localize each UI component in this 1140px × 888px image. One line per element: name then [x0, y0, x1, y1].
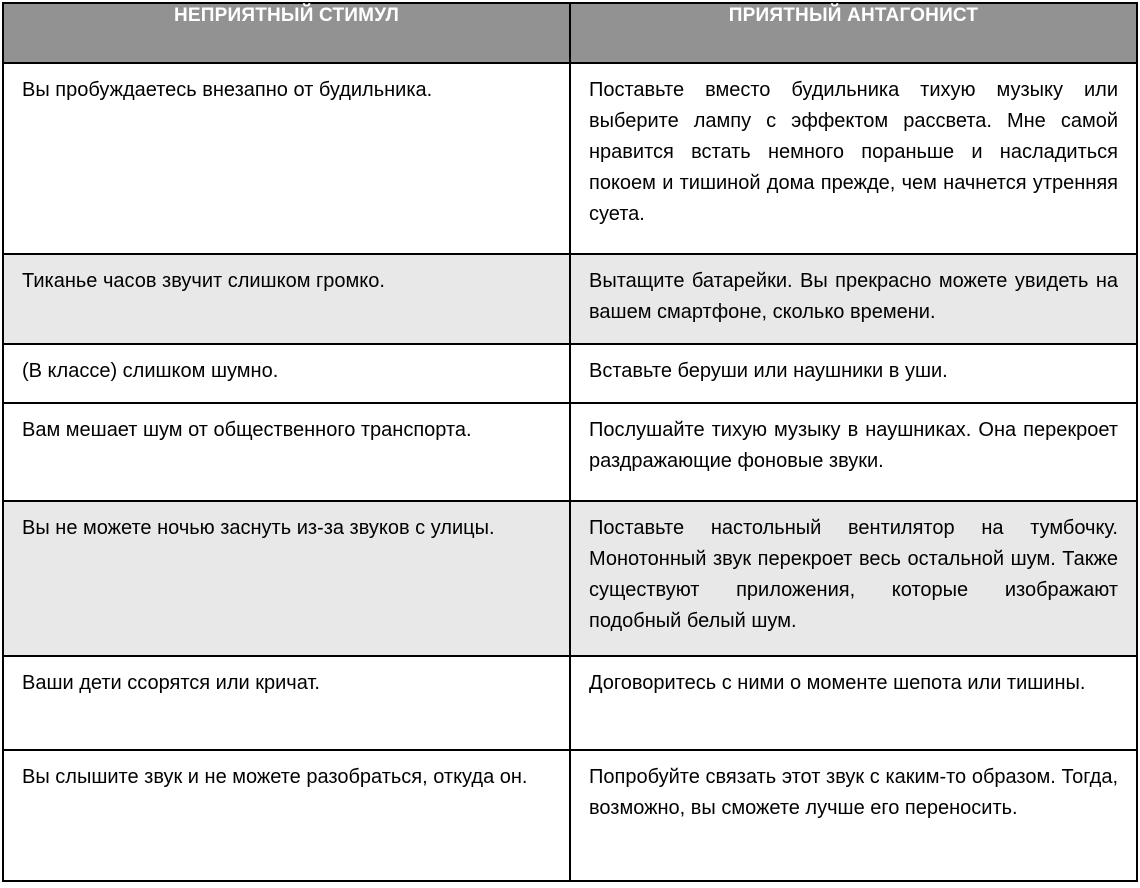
table-row [3, 501, 1137, 656]
table-row [3, 344, 1137, 403]
table-row [3, 656, 1137, 750]
document-page [0, 2, 1140, 888]
table-header [3, 3, 1137, 63]
cell-stimulus: Вы пробуждаетесь внезапно от будильника. [3, 63, 570, 254]
cell-antagonist: Послушайте тихую музыку в наушниках. Она перекроет раздражающие фоновые звуки. [570, 403, 1137, 501]
column-header-unpleasant-stimulus: НЕПРИЯТНЫЙ СТИМУЛ [3, 3, 570, 63]
stimulus-antagonist-table [2, 2, 1138, 882]
cell-stimulus: Тиканье часов звучит слишком громко. [3, 254, 570, 344]
cell-stimulus: Вам мешает шум от общественного транспорта. [3, 403, 570, 501]
header-row [3, 3, 1137, 63]
table-row [3, 750, 1137, 881]
cell-stimulus: Вы не можете ночью заснуть из-за звуков с улицы. [3, 501, 570, 656]
table-row [3, 63, 1137, 254]
cell-antagonist: Поставьте настольный вентилятор на тумбочку. Монотонный звук перекроет весь остальной шум. Также существуют приложения, которые изображают подобный белый шум. [570, 501, 1137, 656]
cell-stimulus: Ваши дети ссорятся или кричат. [3, 656, 570, 750]
table-body [3, 63, 1137, 881]
cell-stimulus: Вы слышите звук и не можете разобраться, откуда он. [3, 750, 570, 881]
cell-antagonist: Договоритесь с ними о моменте шепота или тишины. [570, 656, 1137, 750]
table-row [3, 254, 1137, 344]
cell-antagonist: Вытащите батарейки. Вы прекрасно можете увидеть на вашем смартфоне, сколько времени. [570, 254, 1137, 344]
column-header-pleasant-antagonist: ПРИЯТНЫЙ АНТАГОНИСТ [570, 3, 1137, 63]
table-row [3, 403, 1137, 501]
cell-antagonist: Вставьте беруши или наушники в уши. [570, 344, 1137, 403]
cell-antagonist: Поставьте вместо будильника тихую музыку или выберите лампу с эффектом рассвета. Мне самой нравится встать немного пораньше и насладиться покоем и тишиной дома прежде, чем начнется утренняя суета. [570, 63, 1137, 254]
cell-stimulus: (В классе) слишком шумно. [3, 344, 570, 403]
cell-antagonist: Попробуйте связать этот звук с каким-то образом. Тогда, возможно, вы сможете лучше его переносить. [570, 750, 1137, 881]
